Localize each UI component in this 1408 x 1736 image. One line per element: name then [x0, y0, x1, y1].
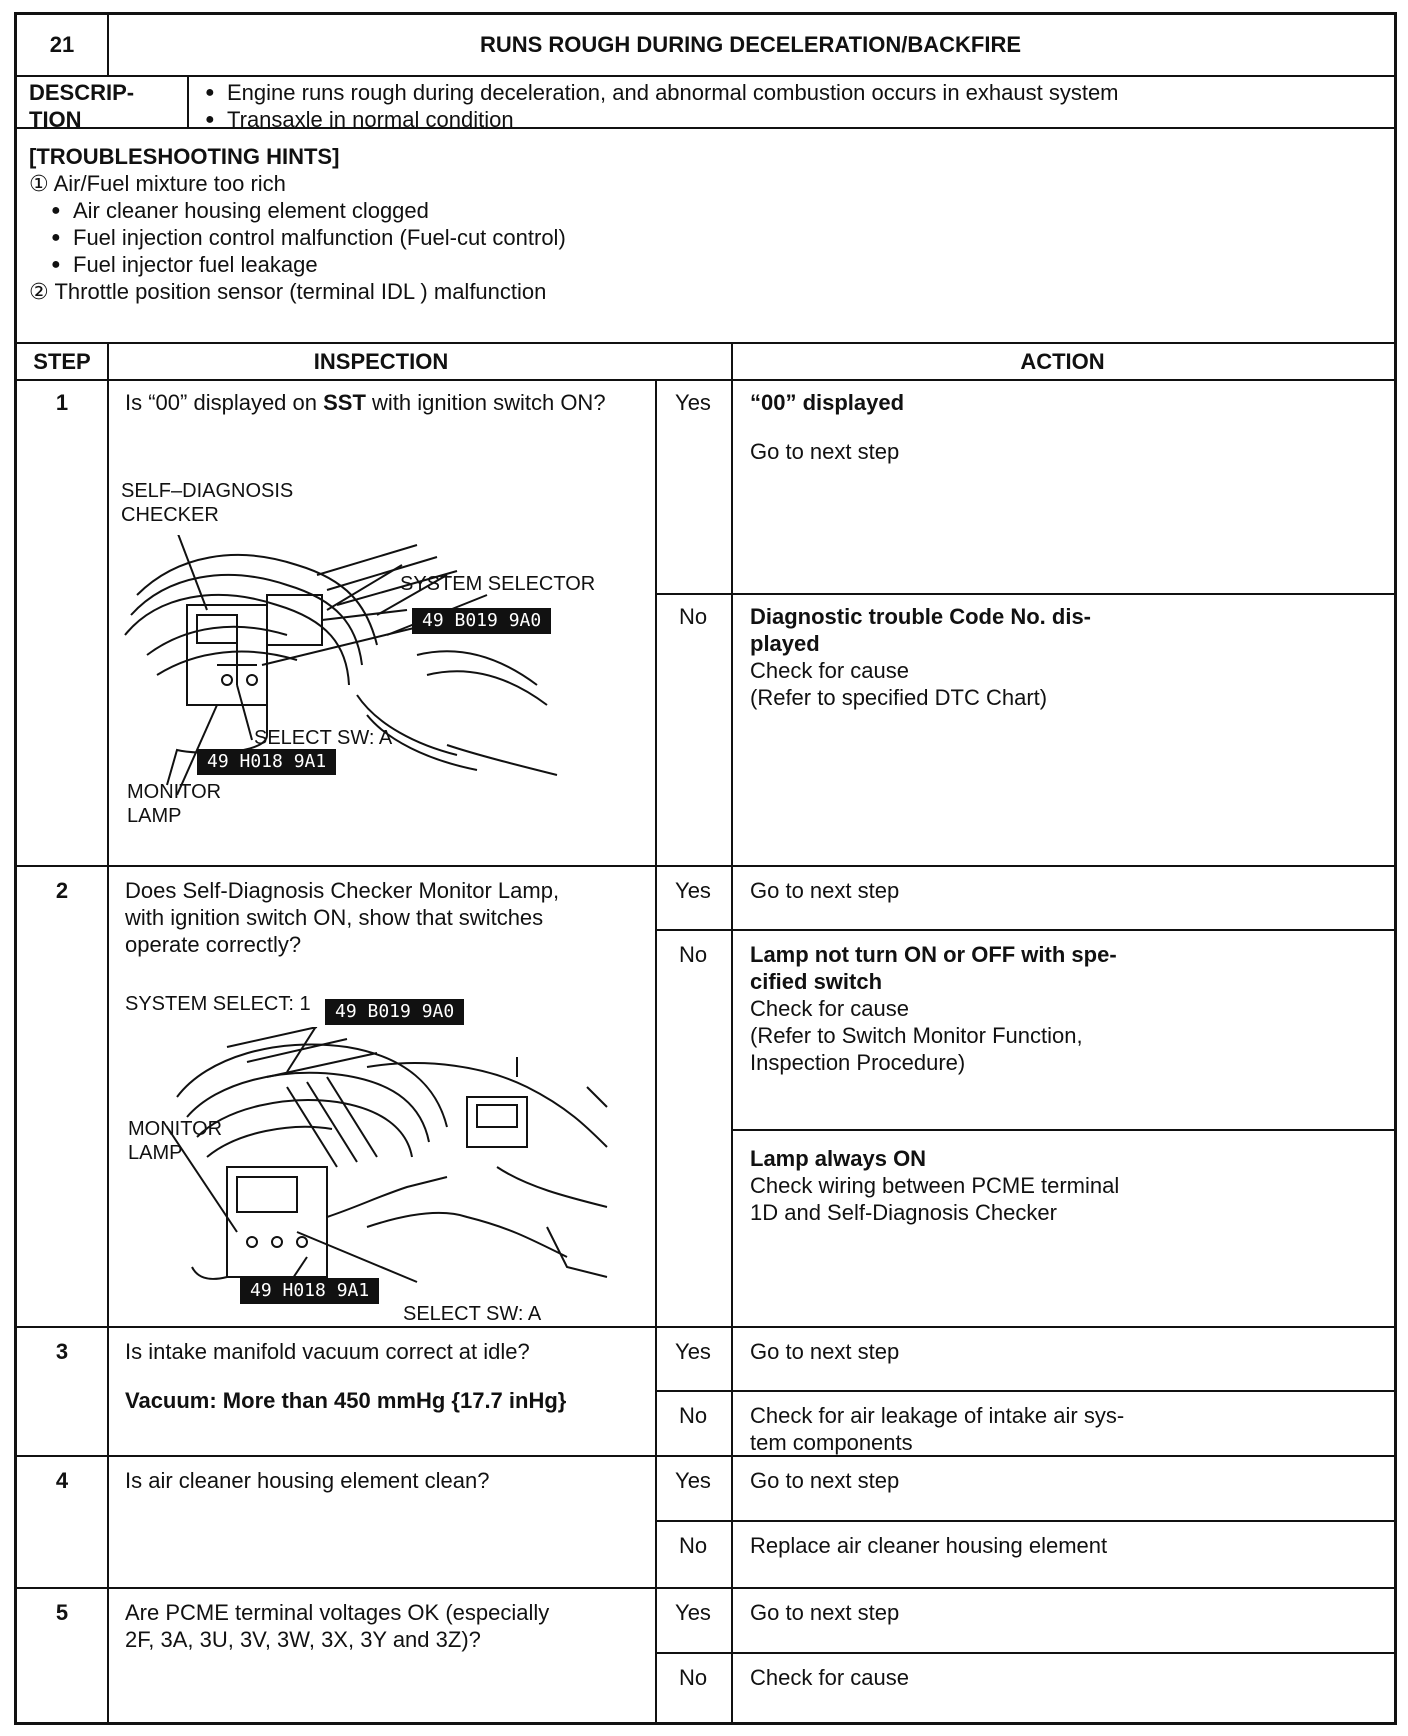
- action-cell: Go to next step: [750, 1339, 900, 1364]
- action-cell: Go to next step: [750, 1468, 900, 1493]
- sst-part-number-tag: 49 B019 9A0: [325, 999, 464, 1025]
- action-cell: Replace air cleaner housing element: [750, 1533, 1108, 1558]
- figure-label: MONITOR LAMP: [128, 1118, 223, 1164]
- answer-no: No: [678, 1533, 708, 1558]
- divider: [107, 342, 109, 1722]
- step-question: Are PCME terminal voltages OK (especially 2F, 3A, 3U, 3V, 3W, 3X, 3Y and 3Z)?: [125, 1600, 550, 1652]
- divider: [731, 342, 733, 1722]
- action-cell: Check for cause: [750, 1665, 909, 1690]
- page-title: RUNS ROUGH DURING DECELERATION/BACKFIRE: [479, 32, 1022, 57]
- step-number: 3: [55, 1339, 69, 1364]
- hint-sub-item: ● Fuel injector fuel leakage: [49, 251, 1379, 278]
- answer-no: No: [678, 1665, 708, 1690]
- answer-yes: Yes: [675, 878, 711, 903]
- sst-part-number-tag: 49 H018 9A1: [197, 749, 336, 775]
- step-number: 2: [55, 878, 69, 903]
- hint-sub-item: ● Air cleaner housing element clogged: [49, 197, 1379, 224]
- answer-yes: Yes: [675, 1339, 711, 1364]
- sst-part-number-tag: 49 H018 9A1: [240, 1278, 379, 1304]
- action-cell: Go to next step: [750, 878, 900, 903]
- sst-part-number-tag: 49 B019 9A0: [412, 608, 551, 634]
- column-header-step: STEP: [33, 349, 91, 374]
- figure-label: SELECT SW: A: [403, 1303, 542, 1325]
- action-cell: Lamp not turn ON or OFF with spe- cified switch Check for cause (Refer to Switch Monitor Function, Inspection Procedure): [750, 942, 1117, 1075]
- divider: [655, 593, 1394, 595]
- divider: [655, 1652, 1394, 1654]
- answer-no: No: [678, 942, 708, 967]
- troubleshooting-sheet: [14, 12, 1397, 1725]
- divider: [17, 865, 1394, 867]
- answer-yes: Yes: [675, 1600, 711, 1625]
- divider: [17, 1326, 1394, 1328]
- hint-item: ① Air/Fuel mixture too rich: [29, 171, 286, 196]
- divider: [17, 379, 1394, 381]
- action-cell: “00” displayed Go to next step: [750, 390, 905, 464]
- answer-yes: Yes: [675, 390, 711, 415]
- figure-label: SYSTEM SELECT: 1: [125, 993, 311, 1015]
- action-cell: Diagnostic trouble Code No. dis- played Check for cause (Refer to specified DTC Chart): [750, 604, 1092, 710]
- figure-label: MONITOR LAMP: [127, 781, 222, 827]
- divider: [17, 1587, 1394, 1589]
- action-cell: Lamp always ON Check wiring between PCME terminal 1D and Self-Diagnosis Checker: [750, 1146, 1120, 1225]
- divider: [17, 75, 1394, 77]
- answer-no: No: [678, 1403, 708, 1428]
- column-header-inspection: INSPECTION: [313, 349, 449, 374]
- description-list: [203, 79, 1383, 133]
- troubleshooting-hints: [29, 143, 1379, 305]
- step-question: Is intake manifold vacuum correct at idle? Vacuum: More than 450 mmHg {17.7 inHg}: [125, 1338, 645, 1414]
- divider: [187, 75, 189, 128]
- divider: [17, 342, 1394, 344]
- step-number: 1: [55, 390, 69, 415]
- hints-title: [TROUBLESHOOTING HINTS]: [29, 144, 340, 169]
- divider: [655, 929, 1394, 931]
- column-header-action: ACTION: [1020, 349, 1105, 374]
- vacuum-spec: Vacuum: More than 450 mmHg {17.7 inHg}: [125, 1388, 567, 1413]
- step-number: 5: [55, 1600, 69, 1625]
- step-number: 4: [55, 1468, 69, 1493]
- engine-checker-illustration: [167, 1027, 637, 1297]
- hint-item: ② Throttle position sensor (terminal IDL ) malfunction: [29, 279, 547, 304]
- step-question: Is “00” displayed on SST with ignition switch ON?: [125, 390, 606, 415]
- figure-label: SELECT SW: A: [254, 727, 393, 749]
- description-item: ● Engine runs rough during deceleration, and abnormal combustion occurs in exhaust system: [203, 79, 1383, 106]
- figure-label: SELF–DIAGNOSIS CHECKER: [121, 480, 294, 526]
- hint-sub-list: [29, 197, 1379, 278]
- chart-number: 21: [49, 32, 75, 57]
- hint-sub-item: ● Fuel injection control malfunction (Fuel-cut control): [49, 224, 1379, 251]
- description-label: DESCRIP- TION: [29, 80, 135, 132]
- step-question: Is air cleaner housing element clean?: [125, 1468, 490, 1493]
- step-question: Does Self-Diagnosis Checker Monitor Lamp, with ignition switch ON, show that switches operate correctly?: [125, 878, 560, 957]
- action-cell: Go to next step: [750, 1600, 900, 1625]
- description-item: ● Transaxle in normal condition: [203, 106, 1383, 133]
- answer-no: No: [678, 604, 708, 629]
- figure-label: SYSTEM SELECTOR: [400, 573, 596, 595]
- answer-yes: Yes: [675, 1468, 711, 1493]
- divider: [655, 1520, 1394, 1522]
- divider: [731, 1129, 1394, 1131]
- divider: [655, 1390, 1394, 1392]
- action-cell: Check for air leakage of intake air sys- tem components: [750, 1403, 1125, 1455]
